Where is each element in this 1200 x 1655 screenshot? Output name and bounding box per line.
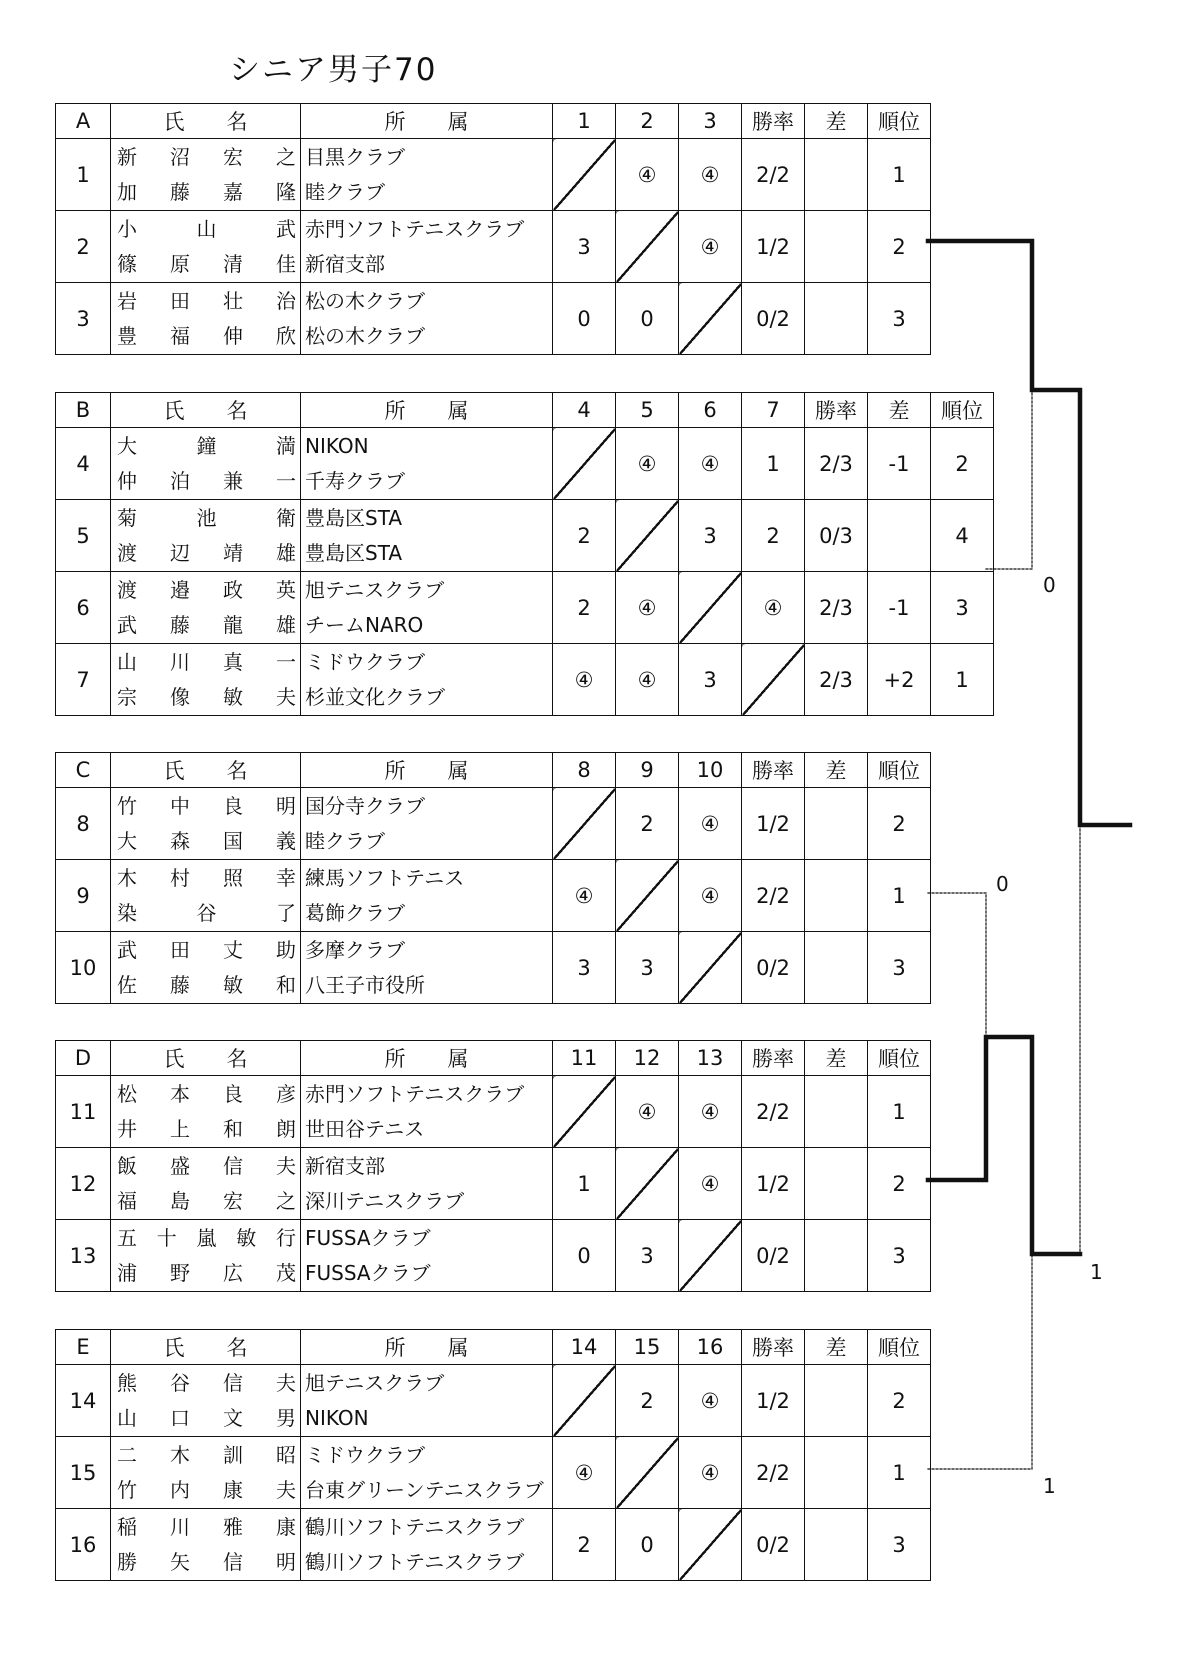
match-result: 1 (553, 1148, 616, 1220)
player-name: 佐 藤 敏 和 (117, 972, 296, 997)
point-diff (805, 1148, 868, 1220)
rank-header: 順位 (868, 1330, 931, 1365)
rank-header: 順位 (931, 393, 994, 428)
rank: 2 (868, 1148, 931, 1220)
table-row (56, 1148, 931, 1220)
point-diff (805, 1509, 868, 1581)
point-diff (805, 1220, 868, 1292)
player-names (111, 283, 301, 355)
affiliation-name: 葛飾クラブ (305, 900, 405, 925)
win-rate: 2/2 (742, 1437, 805, 1509)
match-result: ④ (553, 1437, 616, 1509)
self-match-cell (616, 1148, 679, 1220)
player-names (111, 1076, 301, 1148)
name-header: 氏 名 (111, 753, 301, 788)
match-result: ④ (616, 139, 679, 211)
player-name: 飯 盛 信 夫 (117, 1153, 296, 1178)
player-names (111, 428, 301, 500)
player-name: 二 木 訓 昭 (117, 1442, 296, 1467)
player-number: 13 (56, 1220, 111, 1292)
win-rate: 1/2 (742, 1148, 805, 1220)
player-affiliations (301, 1220, 553, 1292)
player-names (111, 788, 301, 860)
league-table-a (55, 103, 931, 355)
affiliation-name: FUSSAクラブ (305, 1225, 431, 1250)
match-result: ④ (679, 1437, 742, 1509)
table-row (56, 860, 931, 932)
table-row (56, 788, 931, 860)
self-match-cell (553, 1076, 616, 1148)
match-result: 0 (616, 1509, 679, 1581)
match-result: ④ (679, 139, 742, 211)
page-title: シニア男子70 (229, 52, 438, 88)
player-names (111, 932, 301, 1004)
rank: 3 (868, 283, 931, 355)
match-result: 1 (742, 428, 805, 500)
player-names (111, 1365, 301, 1437)
win-rate: 2/2 (742, 860, 805, 932)
match-result: 3 (553, 211, 616, 283)
affiliation-name: 練馬ソフトテニス (305, 865, 465, 890)
rank: 2 (868, 1365, 931, 1437)
match-result: 2 (553, 572, 616, 644)
affiliation-name: 豊島区STA (305, 540, 403, 565)
match-result: 2 (553, 500, 616, 572)
player-affiliations (301, 860, 553, 932)
player-names (111, 211, 301, 283)
opponent-header: 5 (616, 393, 679, 428)
affiliation-name: 新宿支部 (305, 251, 385, 276)
player-names (111, 1220, 301, 1292)
win-rate: 1/2 (742, 211, 805, 283)
rank: 2 (931, 428, 994, 500)
player-name: 竹 内 康 夫 (117, 1477, 296, 1502)
rank: 1 (931, 644, 994, 716)
opponent-header: 3 (679, 104, 742, 139)
player-names (111, 139, 301, 211)
match-result: 3 (553, 932, 616, 1004)
player-affiliations (301, 788, 553, 860)
table-row (56, 1365, 931, 1437)
opponent-header: 14 (553, 1330, 616, 1365)
point-diff (805, 788, 868, 860)
match-result: ④ (616, 1076, 679, 1148)
affiliation-name: 杉並文化クラブ (305, 684, 445, 709)
rank: 1 (868, 1437, 931, 1509)
name-header: 氏 名 (111, 104, 301, 139)
table-row (56, 1509, 931, 1581)
win-rate: 0/2 (742, 932, 805, 1004)
table-header-row (56, 104, 931, 139)
player-name: 加 藤 嘉 隆 (117, 179, 296, 204)
self-match-cell (616, 500, 679, 572)
match-result: ④ (553, 644, 616, 716)
affiliation-name: 旭テニスクラブ (305, 577, 445, 602)
player-names (111, 644, 301, 716)
rank-header: 順位 (868, 104, 931, 139)
league-table-e (55, 1329, 931, 1581)
point-diff (805, 211, 868, 283)
table-header-row (56, 1330, 931, 1365)
affiliation-header: 所 属 (301, 393, 553, 428)
match-result: 3 (616, 1220, 679, 1292)
diff-header: 差 (805, 753, 868, 788)
score-cd-vs-e: 1 (1090, 1260, 1103, 1284)
table-header-row (56, 393, 994, 428)
score-c-vs-d: 0 (996, 872, 1009, 896)
winrate-header: 勝率 (742, 104, 805, 139)
player-affiliations (301, 428, 553, 500)
win-rate: 2/3 (805, 428, 868, 500)
opponent-header: 6 (679, 393, 742, 428)
player-name: 篠 原 清 佳 (117, 251, 296, 276)
rank: 1 (868, 139, 931, 211)
match-result: ④ (679, 1148, 742, 1220)
player-name: 福 島 宏 之 (117, 1188, 296, 1213)
match-result: 2 (616, 1365, 679, 1437)
self-match-cell (553, 788, 616, 860)
affiliation-name: ミドウクラブ (305, 649, 425, 674)
player-names (111, 1437, 301, 1509)
player-names (111, 860, 301, 932)
score-b-vs-a: 0 (1043, 573, 1056, 597)
opponent-header: 4 (553, 393, 616, 428)
player-number: 16 (56, 1509, 111, 1581)
match-result: ④ (616, 428, 679, 500)
player-affiliations (301, 644, 553, 716)
opponent-header: 12 (616, 1041, 679, 1076)
affiliation-name: 赤門ソフトテニスクラブ (305, 216, 525, 241)
player-names (111, 572, 301, 644)
match-result: 3 (679, 500, 742, 572)
player-number: 7 (56, 644, 111, 716)
affiliation-name: 豊島区STA (305, 505, 403, 530)
player-name: 武 田 丈 助 (117, 937, 296, 962)
rank-header: 順位 (868, 1041, 931, 1076)
block-label: E (56, 1330, 111, 1365)
self-match-cell (679, 1220, 742, 1292)
diff-header: 差 (805, 104, 868, 139)
match-result: 2 (553, 1509, 616, 1581)
rank: 3 (868, 1509, 931, 1581)
block-label: C (56, 753, 111, 788)
affiliation-header: 所 属 (301, 104, 553, 139)
player-affiliations (301, 1148, 553, 1220)
match-result: 3 (616, 932, 679, 1004)
match-result: ④ (679, 211, 742, 283)
opponent-header: 2 (616, 104, 679, 139)
match-result: ④ (679, 860, 742, 932)
point-diff (805, 860, 868, 932)
diff-header: 差 (868, 393, 931, 428)
player-name: 井 上 和 朗 (117, 1116, 296, 1141)
affiliation-name: ミドウクラブ (305, 1442, 425, 1467)
opponent-header: 11 (553, 1041, 616, 1076)
player-name: 山 川 真 一 (117, 649, 296, 674)
point-diff (805, 932, 868, 1004)
player-affiliations (301, 1365, 553, 1437)
bracket-line-c-winner (928, 893, 986, 1037)
affiliation-name: 八王子市役所 (305, 972, 425, 997)
affiliation-name: 世田谷テニス (305, 1116, 425, 1141)
affiliation-name: 多摩クラブ (305, 937, 405, 962)
point-diff (805, 283, 868, 355)
point-diff (805, 1365, 868, 1437)
table-row (56, 283, 931, 355)
match-result: ④ (553, 860, 616, 932)
match-result: ④ (679, 788, 742, 860)
winrate-header: 勝率 (742, 753, 805, 788)
rank: 1 (868, 860, 931, 932)
player-name: 熊 谷 信 夫 (117, 1370, 296, 1395)
win-rate: 0/2 (742, 1220, 805, 1292)
win-rate: 0/2 (742, 1509, 805, 1581)
player-number: 15 (56, 1437, 111, 1509)
self-match-cell (553, 139, 616, 211)
match-result: ④ (679, 428, 742, 500)
player-affiliations (301, 1076, 553, 1148)
self-match-cell (553, 428, 616, 500)
table-row (56, 932, 931, 1004)
player-name: 宗 像 敏 夫 (117, 684, 296, 709)
affiliation-name: 目黒クラブ (305, 144, 405, 169)
player-name: 五 十 嵐 敏 行 (117, 1225, 296, 1250)
table-row (56, 211, 931, 283)
point-diff: +2 (868, 644, 931, 716)
table-row (56, 1220, 931, 1292)
self-match-cell (679, 283, 742, 355)
match-result: ④ (616, 644, 679, 716)
league-table-c (55, 752, 931, 1004)
player-name: 渡 邉 政 英 (117, 577, 296, 602)
win-rate: 1/2 (742, 788, 805, 860)
match-result: ④ (679, 1076, 742, 1148)
match-result: 2 (742, 500, 805, 572)
player-names (111, 1509, 301, 1581)
player-number: 11 (56, 1076, 111, 1148)
win-rate: 2/2 (742, 1076, 805, 1148)
table-header-row (56, 1041, 931, 1076)
player-name: 染 谷 了 (117, 900, 296, 925)
point-diff (868, 500, 931, 572)
diff-header: 差 (805, 1041, 868, 1076)
rank: 4 (931, 500, 994, 572)
affiliation-name: 睦クラブ (305, 179, 385, 204)
opponent-header: 7 (742, 393, 805, 428)
table-row (56, 1076, 931, 1148)
bracket-line-d-winner (928, 1037, 1080, 1254)
opponent-header: 1 (553, 104, 616, 139)
win-rate: 0/2 (742, 283, 805, 355)
point-diff: -1 (868, 572, 931, 644)
player-affiliations (301, 283, 553, 355)
win-rate: 2/3 (805, 644, 868, 716)
player-affiliations (301, 932, 553, 1004)
affiliation-header: 所 属 (301, 1041, 553, 1076)
affiliation-header: 所 属 (301, 1330, 553, 1365)
player-name: 浦 野 広 茂 (117, 1260, 296, 1285)
self-match-cell (679, 1509, 742, 1581)
affiliation-name: 深川テニスクラブ (305, 1188, 465, 1213)
rank-header: 順位 (868, 753, 931, 788)
match-result: 2 (616, 788, 679, 860)
player-affiliations (301, 1437, 553, 1509)
affiliation-name: 松の木クラブ (305, 288, 425, 313)
winrate-header: 勝率 (805, 393, 868, 428)
point-diff (805, 1076, 868, 1148)
player-affiliations (301, 500, 553, 572)
player-number: 2 (56, 211, 111, 283)
name-header: 氏 名 (111, 1330, 301, 1365)
self-match-cell (553, 1365, 616, 1437)
player-name: 大 森 国 義 (117, 828, 296, 853)
self-match-cell (616, 211, 679, 283)
table-row (56, 572, 994, 644)
player-name: 大 鐘 満 (117, 433, 296, 458)
player-name: 菊 池 衛 (117, 505, 296, 530)
match-result: 0 (553, 1220, 616, 1292)
point-diff: -1 (868, 428, 931, 500)
rank: 3 (931, 572, 994, 644)
opponent-header: 10 (679, 753, 742, 788)
player-affiliations (301, 1509, 553, 1581)
match-result: ④ (742, 572, 805, 644)
player-name: 武 藤 龍 雄 (117, 612, 296, 637)
player-number: 5 (56, 500, 111, 572)
player-number: 6 (56, 572, 111, 644)
affiliation-name: FUSSAクラブ (305, 1260, 431, 1285)
affiliation-name: 新宿支部 (305, 1153, 385, 1178)
player-number: 10 (56, 932, 111, 1004)
win-rate: 1/2 (742, 1365, 805, 1437)
block-label: D (56, 1041, 111, 1076)
player-name: 木 村 照 幸 (117, 865, 296, 890)
match-result: 3 (679, 644, 742, 716)
player-name: 仲 泊 兼 一 (117, 468, 296, 493)
affiliation-name: NIKON (305, 1405, 369, 1430)
league-table-d (55, 1040, 931, 1292)
opponent-header: 8 (553, 753, 616, 788)
player-number: 9 (56, 860, 111, 932)
affiliation-name: 千寿クラブ (305, 468, 405, 493)
rank: 3 (868, 1220, 931, 1292)
affiliation-name: 睦クラブ (305, 828, 385, 853)
player-name: 山 口 文 男 (117, 1405, 296, 1430)
point-diff (805, 139, 868, 211)
affiliation-name: チームNARO (305, 612, 424, 637)
point-diff (805, 1437, 868, 1509)
player-names (111, 500, 301, 572)
affiliation-name: 鶴川ソフトテニスクラブ (305, 1549, 525, 1574)
win-rate: 2/3 (805, 572, 868, 644)
win-rate: 2/2 (742, 139, 805, 211)
block-label: A (56, 104, 111, 139)
player-number: 14 (56, 1365, 111, 1437)
player-number: 12 (56, 1148, 111, 1220)
rank: 2 (868, 211, 931, 283)
self-match-cell (679, 572, 742, 644)
player-name: 豊 福 伸 欣 (117, 323, 296, 348)
player-affiliations (301, 572, 553, 644)
block-label: B (56, 393, 111, 428)
table-row (56, 428, 994, 500)
player-name: 渡 辺 靖 雄 (117, 540, 296, 565)
affiliation-name: 国分寺クラブ (305, 793, 425, 818)
table-row (56, 500, 994, 572)
self-match-cell (742, 644, 805, 716)
player-name: 勝 矢 信 明 (117, 1549, 296, 1574)
self-match-cell (616, 1437, 679, 1509)
match-result: 0 (553, 283, 616, 355)
score-e-vs-d: 1 (1043, 1474, 1056, 1498)
match-result: ④ (679, 1365, 742, 1437)
affiliation-name: 台東グリーンテニスクラブ (305, 1477, 544, 1502)
rank: 3 (868, 932, 931, 1004)
table-header-row (56, 753, 931, 788)
winrate-header: 勝率 (742, 1041, 805, 1076)
diff-header: 差 (805, 1330, 868, 1365)
player-name: 稲 川 雅 康 (117, 1514, 296, 1539)
self-match-cell (679, 932, 742, 1004)
player-number: 8 (56, 788, 111, 860)
affiliation-name: 赤門ソフトテニスクラブ (305, 1081, 525, 1106)
affiliation-name: 鶴川ソフトテニスクラブ (305, 1514, 525, 1539)
player-number: 3 (56, 283, 111, 355)
player-number: 4 (56, 428, 111, 500)
player-number: 1 (56, 139, 111, 211)
player-affiliations (301, 211, 553, 283)
table-row (56, 644, 994, 716)
player-name: 岩 田 壮 治 (117, 288, 296, 313)
player-name: 竹 中 良 明 (117, 793, 296, 818)
winrate-header: 勝率 (742, 1330, 805, 1365)
opponent-header: 13 (679, 1041, 742, 1076)
opponent-header: 9 (616, 753, 679, 788)
table-row (56, 139, 931, 211)
self-match-cell (616, 860, 679, 932)
rank: 2 (868, 788, 931, 860)
affiliation-name: 旭テニスクラブ (305, 1370, 445, 1395)
player-name: 松 本 良 彦 (117, 1081, 296, 1106)
table-row (56, 1437, 931, 1509)
rank: 1 (868, 1076, 931, 1148)
opponent-header: 15 (616, 1330, 679, 1365)
player-affiliations (301, 139, 553, 211)
opponent-header: 16 (679, 1330, 742, 1365)
name-header: 氏 名 (111, 393, 301, 428)
player-names (111, 1148, 301, 1220)
affiliation-name: 松の木クラブ (305, 323, 425, 348)
player-name: 小 山 武 (117, 216, 296, 241)
match-result: ④ (616, 572, 679, 644)
player-name: 新 沼 宏 之 (117, 144, 296, 169)
match-result: 0 (616, 283, 679, 355)
bracket-line-e-winner (928, 1254, 1032, 1469)
affiliation-name: NIKON (305, 433, 369, 458)
win-rate: 0/3 (805, 500, 868, 572)
affiliation-header: 所 属 (301, 753, 553, 788)
league-table-b (55, 392, 994, 716)
name-header: 氏 名 (111, 1041, 301, 1076)
